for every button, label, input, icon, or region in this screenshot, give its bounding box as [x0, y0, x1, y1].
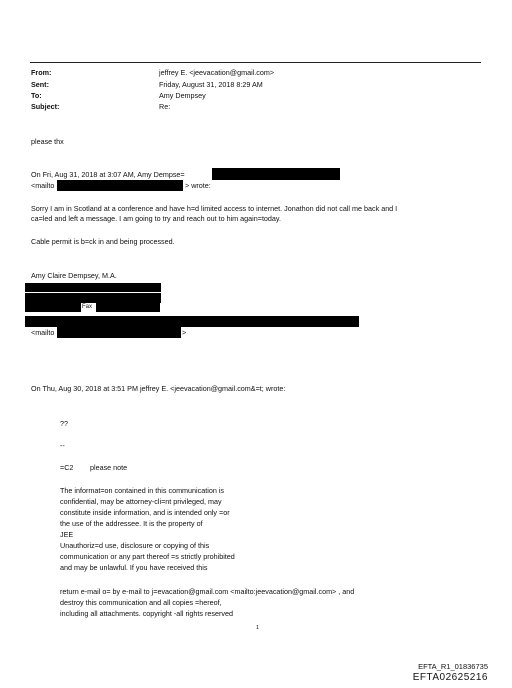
redaction-box — [57, 180, 183, 191]
disclaimer-line: confidential, may be attorney-cli=nt privileged, may — [60, 497, 222, 506]
subject-value: Re: — [159, 102, 171, 111]
disclaimer-line: The informat=on contained in this communication is — [60, 486, 224, 495]
c2-marker: =C2 — [60, 463, 74, 472]
para1-line1: Sorry I am in Scotland at a conference and have h=d limited access to internet. Jonathon did not call me back and I — [31, 204, 398, 213]
to-value: Amy Dempsey — [159, 91, 206, 100]
sent-value: Friday, August 31, 2018 8:29 AM — [159, 80, 263, 89]
quote2-line: On Thu, Aug 30, 2018 at 3:51 PM jeffrey E. <jeevacation@gmail.com&=t; wrote: — [31, 384, 286, 393]
to-label: To: — [31, 91, 42, 100]
disclaimer-line: Unauthoriz=d use, disclosure or copying of this — [60, 541, 210, 550]
sent-label: Sent: — [31, 80, 49, 89]
footer-id-1: EFTA_R1_01836735 — [418, 662, 488, 671]
redaction-box — [25, 303, 81, 312]
reply-text: please thx — [31, 137, 64, 146]
please-note: please note — [90, 463, 128, 472]
para1-line2: ca=led and left a message. I am going to try and reach out to him again=today. — [31, 214, 281, 223]
disclaimer-line: constitute inside information, and is intended only =or — [60, 508, 230, 517]
from-value: jeffrey E. <jeevacation@gmail.com> — [159, 68, 275, 77]
redaction-box — [25, 293, 161, 303]
redaction-box — [212, 168, 340, 180]
fax-fragment: Fax — [82, 304, 93, 310]
return-line: including all attachments. copyright -all rights reserved — [60, 609, 233, 618]
page-number: 1 — [256, 625, 260, 631]
disclaimer-line: and may be unlawful. If you have received this — [60, 563, 208, 572]
sig-close: > — [182, 328, 187, 337]
header-rule — [30, 62, 481, 63]
quote1-line1: On Fri, Aug 31, 2018 at 3:07 AM, Amy Dempse= — [31, 170, 185, 179]
para2: Cable permit is b=ck in and being processed. — [31, 237, 175, 246]
redaction-box — [96, 303, 160, 312]
disclaimer-line: communication or any part thereof =s strictly prohibited — [60, 552, 235, 561]
quote1-mailto: <mailto — [31, 181, 55, 190]
sig-mailto: <mailto — [31, 328, 55, 337]
dashes: -- — [60, 441, 65, 450]
disclaimer-line: JEE — [60, 530, 74, 539]
return-line: return e-mail o= by e-mail to j=evacation@gmail.com <mailto:jeevacation@gmail.com> , and — [60, 587, 355, 596]
from-label: From: — [31, 68, 52, 77]
redaction-box — [25, 283, 161, 292]
footer-id-2: EFTA02625216 — [412, 672, 488, 683]
redaction-box — [57, 326, 181, 338]
quote1-wrote: > wrote: — [185, 181, 211, 190]
subject-label: Subject: — [31, 102, 60, 111]
signature: Amy Claire Dempsey, M.A. — [31, 271, 117, 280]
disclaimer-line: the use of the addressee. It is the property of — [60, 519, 203, 528]
question-marks: ?? — [60, 419, 68, 428]
return-line: destroy this communication and all copies =hereof, — [60, 598, 222, 607]
